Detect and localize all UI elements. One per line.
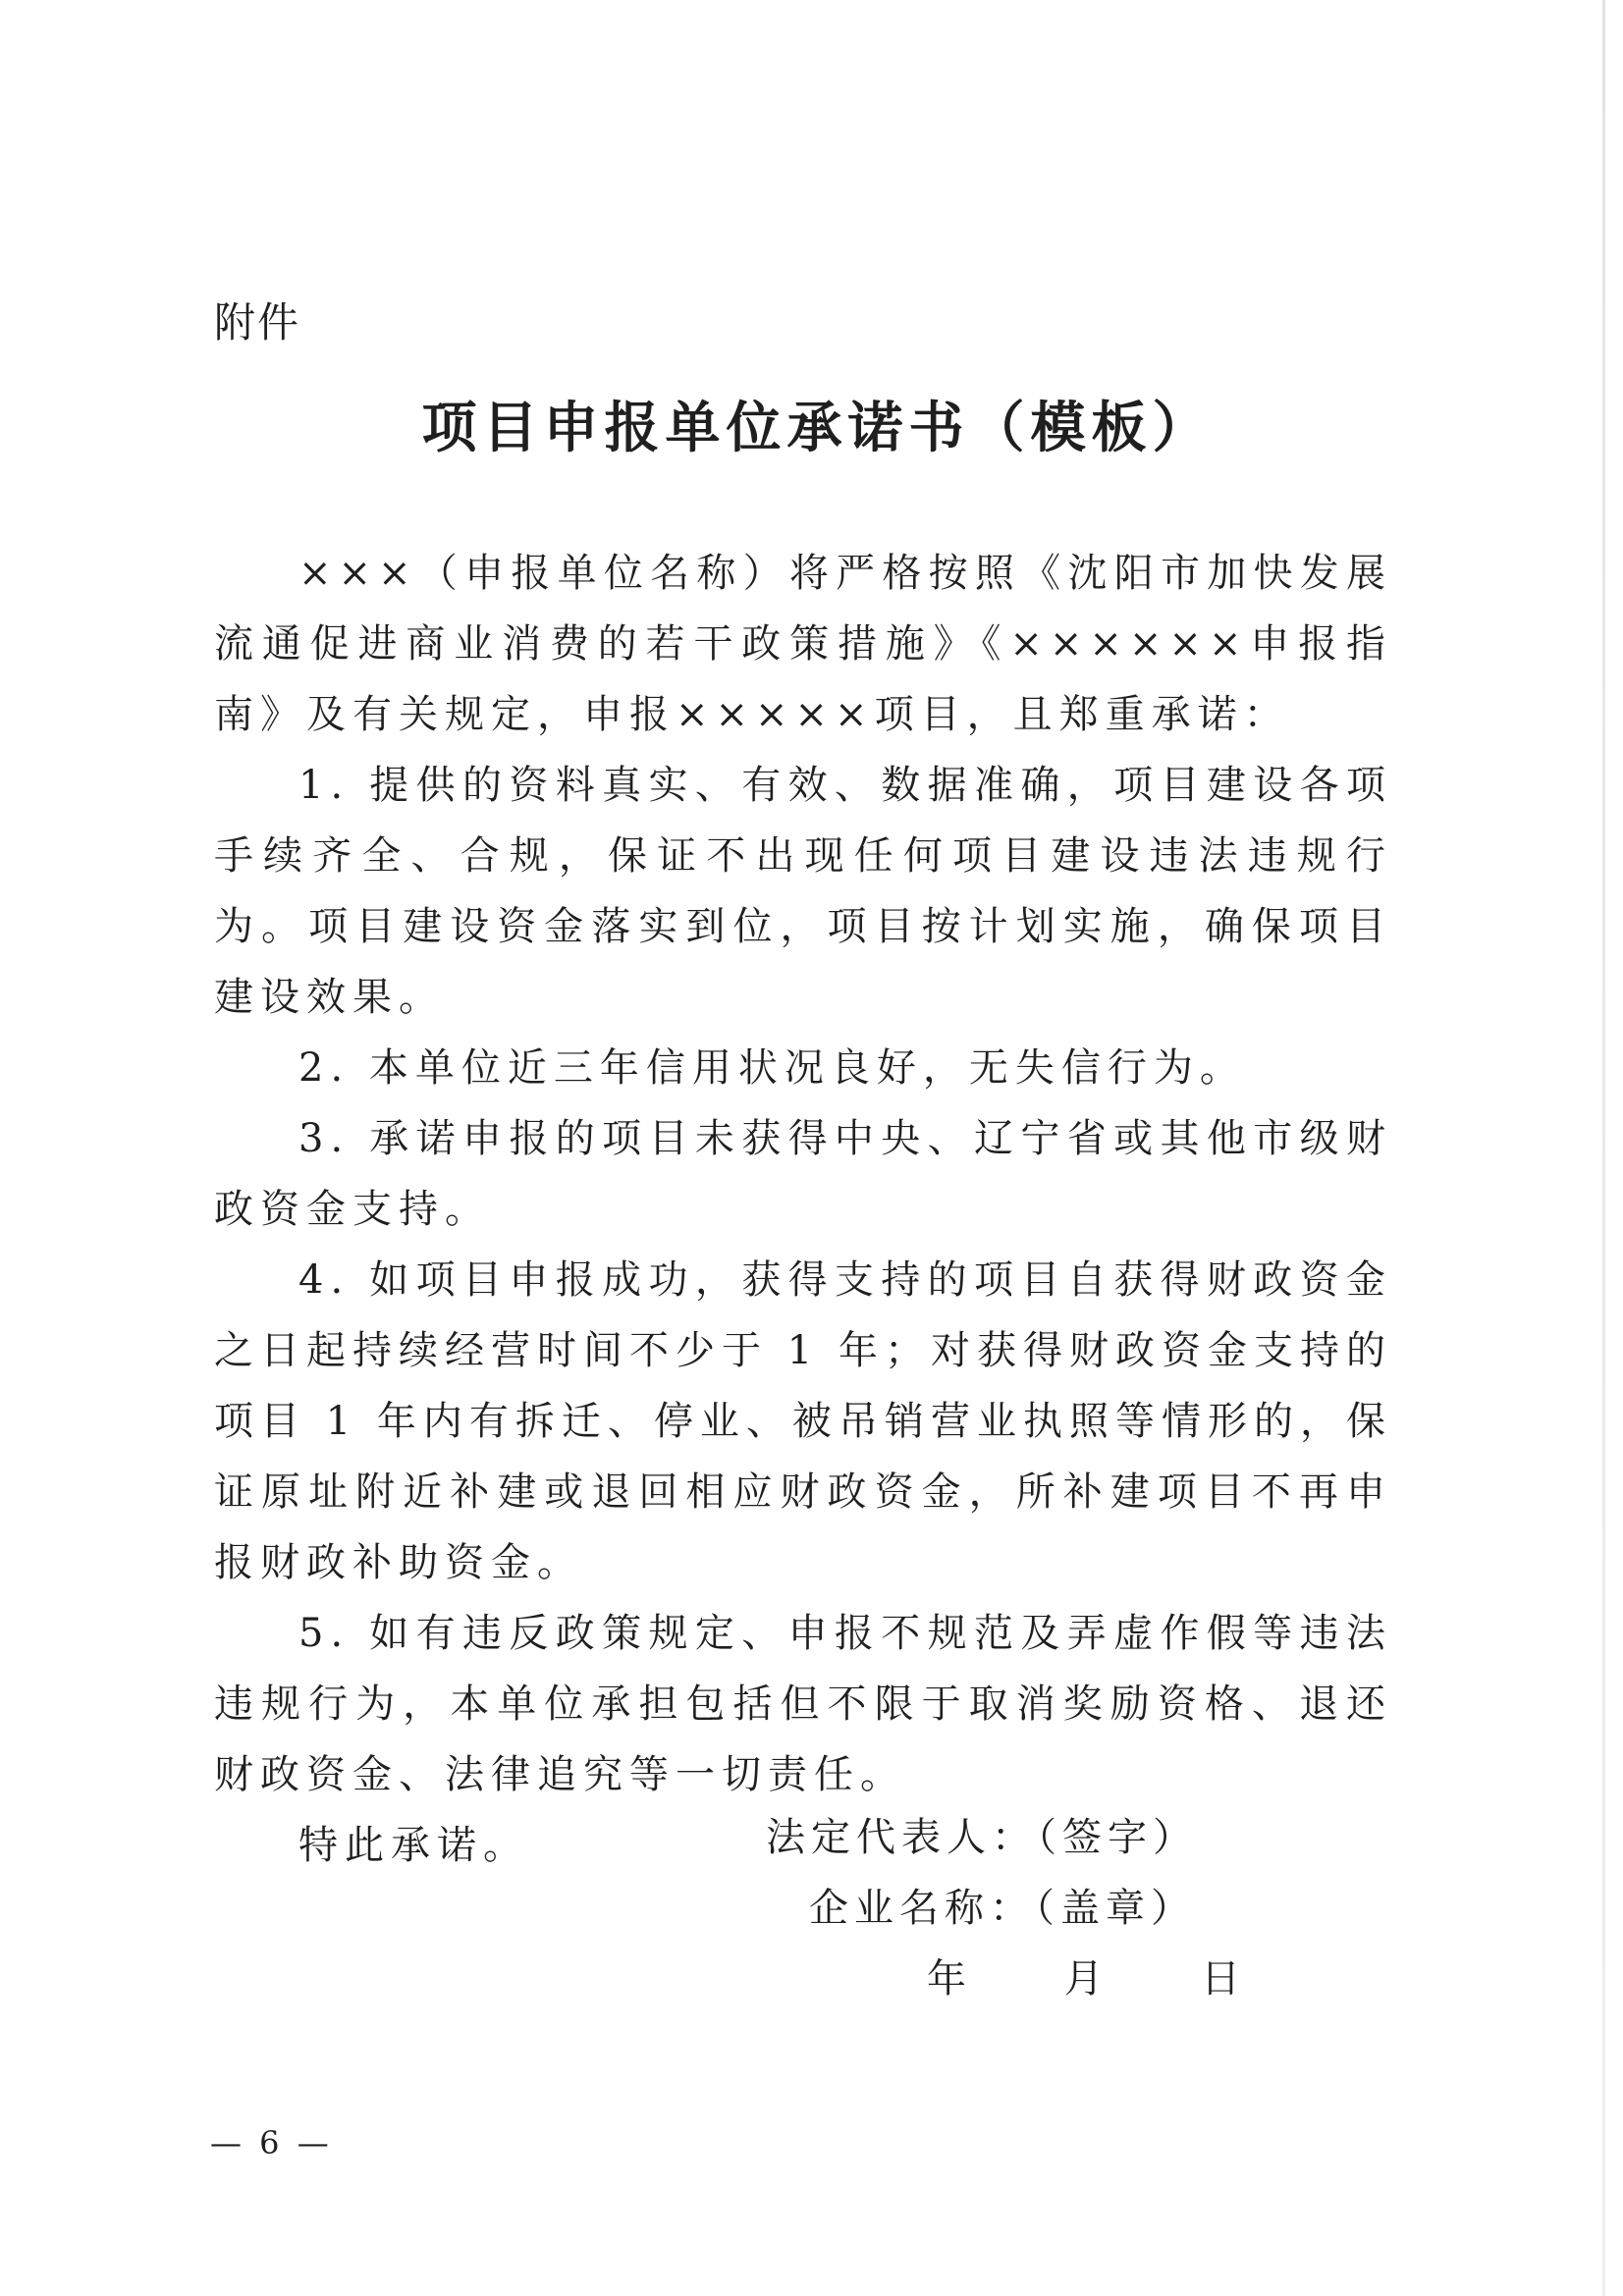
commitment-item-2: 2. 本单位近三年信用状况良好，无失信行为。 — [298, 1045, 1246, 1091]
commitment-item-5: 5. 如有违反政策规定、申报不规范及弄虚作假等违法违规行为，本单位承担包括但不限于取消奖励资格、退还财政资金、法律追究等一切责任。 — [214, 1611, 1392, 1797]
page-number: — 6 — — [210, 2124, 333, 2162]
document-body — [214, 538, 1392, 1881]
attachment-label: 附件 — [214, 298, 301, 347]
closing-statement: 特此承诺。 — [298, 1823, 529, 1868]
commitment-item-4: 4. 如项目申报成功，获得支持的项目自获得财政资金之日起持续经营时间不少于 1 年；对获得财政资金支持的项目 1 年内有拆迁、停业、被吊销营业执照等情形的，保证原址附近补建或退回相应财政资金，所补建项目不再申报财政补助资金。 — [214, 1257, 1392, 1585]
legal-representative-line: 法定代表人：（签字） — [766, 1815, 1198, 1860]
commitment-item-1: 1. 提供的资料真实、有效、数据准确，项目建设各项手续齐全、合规，保证不出现任何项目建设违法违规行为。项目建设资金落实到位，项目按计划实施，确保项目建设效果。 — [214, 763, 1392, 1020]
company-name-line: 企业名称：（盖章） — [809, 1886, 1196, 1931]
intro-paragraph: ×××（申报单位名称）将严格按照《沈阳市加快发展流通促进商业消费的若干政策措施》《××××××申报指南》及有关规定，申报×××××项目，且郑重承诺： — [214, 551, 1392, 737]
date-line: 年 月 日 — [927, 1956, 1247, 2002]
scan-edge — [1602, 0, 1605, 2296]
document-title: 项目申报单位承诺书（模板） — [421, 396, 1214, 460]
commitment-item-3: 3. 承诺申报的项目未获得中央、辽宁省或其他市级财政资金支持。 — [214, 1116, 1392, 1232]
